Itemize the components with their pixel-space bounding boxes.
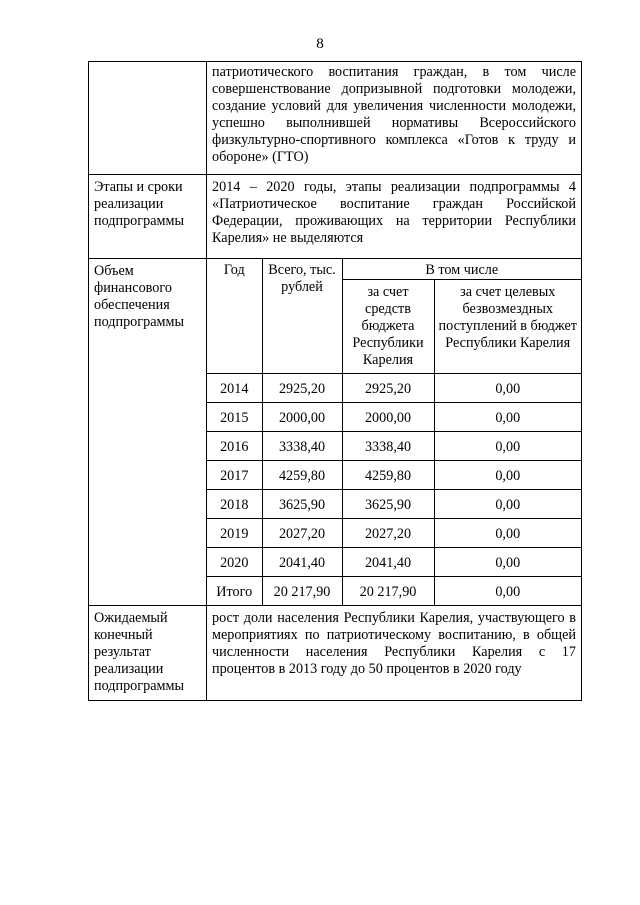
targeted-cell: 0,00: [434, 490, 581, 519]
goals-label-cell: [89, 62, 207, 175]
targeted-cell: 0,00: [434, 403, 581, 432]
budget-cell: 3338,40: [342, 432, 434, 461]
stages-text: 2014 – 2020 годы, этапы реализации подпрограммы 4 «Патриотическое воспитание граждан Российской Федерации, проживающих на территории Республики Карелия» не выделяются: [207, 175, 582, 259]
year-cell: 2020: [207, 548, 262, 577]
targeted-cell: 0,00: [434, 374, 581, 403]
targeted-cell: 0,00: [434, 548, 581, 577]
finance-data-row: [207, 490, 581, 519]
total-cell: 2041,40: [262, 548, 342, 577]
finance-data-row: [207, 461, 581, 490]
total-cell: 2925,20: [262, 374, 342, 403]
total-cell: 2027,20: [262, 519, 342, 548]
budget-cell: 2027,20: [342, 519, 434, 548]
total-cell: 3338,40: [262, 432, 342, 461]
stages-row: [89, 175, 582, 259]
budget-cell: 2041,40: [342, 548, 434, 577]
budget-header: за счет средств бюджета Республики Карелия: [342, 280, 434, 374]
goals-text: патриотического воспитания граждан, в том числе совершенствование допризывной подготовки молодежи, создание условий для увеличения численности молодежи, успешно выполнившей нормативы Всероссийского физкультурно-спортивного комплекса «Готов к труду и обороне» (ГТО): [207, 62, 582, 175]
year-cell: 2014: [207, 374, 262, 403]
finance-header-row: [207, 259, 581, 280]
targeted-cell: 0,00: [434, 461, 581, 490]
result-row: [89, 606, 582, 701]
passport-table: [88, 61, 582, 701]
page-number: 8: [316, 36, 324, 52]
year-header: Год: [207, 259, 262, 374]
budget-cell: 20 217,90: [342, 577, 434, 606]
total-header: Всего, тыс. рублей: [262, 259, 342, 374]
finance-cell: [207, 259, 582, 606]
targeted-header: за счет целевых безвозмездных поступлений в бюджет Республики Карелия: [434, 280, 581, 374]
targeted-cell: 0,00: [434, 577, 581, 606]
year-cell: Итого: [207, 577, 262, 606]
targeted-cell: 0,00: [434, 432, 581, 461]
finance-data-row: [207, 577, 581, 606]
finance-data-row: [207, 519, 581, 548]
finance-data-row: [207, 548, 581, 577]
year-cell: 2016: [207, 432, 262, 461]
budget-cell: 3625,90: [342, 490, 434, 519]
year-cell: 2019: [207, 519, 262, 548]
total-cell: 20 217,90: [262, 577, 342, 606]
goals-row: [89, 62, 582, 175]
budget-cell: 4259,80: [342, 461, 434, 490]
finance-row: [89, 259, 582, 606]
finance-table: [207, 259, 581, 605]
result-text: рост доли населения Республики Карелия, участвующего в мероприятиях по патриотическому воспитанию, в общей численности населения Республики Карелия с 17 процентов в 2013 году до 50 процентов в 2020 году: [207, 606, 582, 701]
budget-cell: 2925,20: [342, 374, 434, 403]
targeted-cell: 0,00: [434, 519, 581, 548]
total-cell: 2000,00: [262, 403, 342, 432]
total-cell: 4259,80: [262, 461, 342, 490]
including-header: В том числе: [342, 259, 581, 280]
year-cell: 2018: [207, 490, 262, 519]
budget-cell: 2000,00: [342, 403, 434, 432]
finance-data-row: [207, 403, 581, 432]
finance-label: Объем финансового обеспечения подпрограммы: [89, 259, 207, 606]
result-label: Ожидаемый конечный результат реализации подпрограммы: [89, 606, 207, 701]
year-cell: 2015: [207, 403, 262, 432]
total-cell: 3625,90: [262, 490, 342, 519]
year-cell: 2017: [207, 461, 262, 490]
finance-data-row: [207, 374, 581, 403]
finance-data-row: [207, 432, 581, 461]
stages-label: Этапы и сроки реализации подпрограммы: [89, 175, 207, 259]
